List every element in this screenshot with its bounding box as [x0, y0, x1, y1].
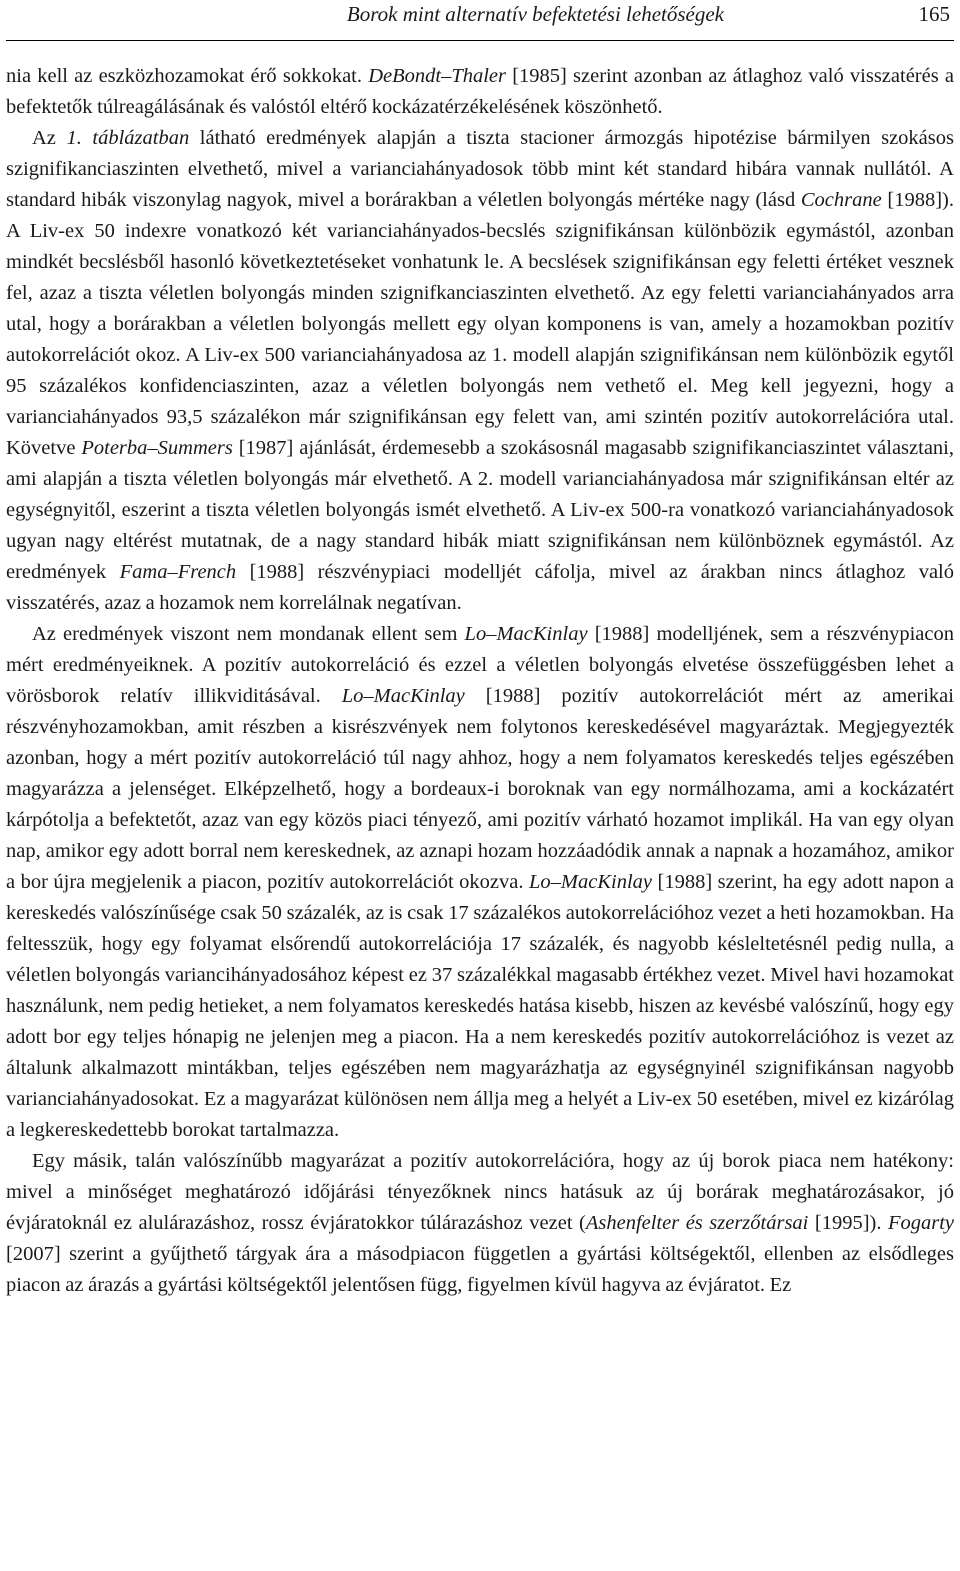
italic-citation: DeBondt–Thaler	[368, 65, 506, 87]
text-run: látható eredmények alapján a tiszta stacioner ármozgás hipotézise bármilyen szokásos szignifikanciaszinten elvethető, mivel a varianciahányadosok több mint két standard hibára vannak nullától. A standard hibák viszonylag nagyok, mivel a borárakban a véletlen bolyongás mértéke nagy (lásd	[6, 127, 954, 211]
text-run: [1985] szerint azonban az átlaghoz való visszatérés a befektetők túlreagálásának és valóstól eltérő kockázatérzékelésének köszönhető.	[6, 65, 954, 118]
paragraph	[6, 619, 954, 1146]
running-title: Borok mint alternatív befektetési lehetőségek	[346, 2, 724, 26]
running-header	[6, 0, 954, 41]
paragraph	[6, 61, 954, 123]
text-run: [1988] szerint, ha egy adott napon a kereskedés valószínűsége csak 50 százalék, az is csak 17 százalékos autokorrelációhoz vezet a heti hozamokban. Ha feltesszük, hogy egy folyamat elsőrendű autokorrelációja 17 százalék, és nagyobb késleltetésnél pedig nulla, a véletlen bolyongás variancihányadosához képest ez 37 százalékkal magasabb értékhez vezet. Mivel havi hozamokat használunk, nem pedig hetieket, a nem folyamatos kereskedés hatása kisebb, hiszen az kevésbé valószínű, hogy egy adott bor egy teljes hónapig ne jelenjen meg a piacon. Ha a nem kereskedés pozitív autokorrelációhoz is vezet az általunk alkalmazott mintákban, teljes egészében nem magyarázhatja az egységnyinél szignifikánsan nagyobb varianciahányadosokat. Ez a magyarázat különösen nem állja meg a helyét a Liv-ex 50 esetében, mivel ez kizárólag a legkereskedettebb borokat tartalmazza.	[6, 871, 954, 1141]
text-run: Az eredmények viszont nem mondanak ellent sem	[32, 623, 465, 645]
italic-citation: Fama–French	[119, 561, 237, 583]
text-run: Egy másik, talán valószínűbb magyarázat a pozitív autokorrelációra, hogy az új borok piaca nem hatékony: mivel a minőséget meghatározó időjárási tényezőknek nincs hatásuk az új borárak meghatározásakor, jó évjáratoknál ez alulárazáshoz, rossz évjáratokkor túlárazáshoz vezet (	[6, 1150, 954, 1234]
text-run: Az	[32, 127, 67, 149]
italic-citation: 1. táblázatban	[66, 127, 190, 149]
text-run: [1988] modelljének, sem a részvénypiacon mért eredményeiknek. A pozitív autokorreláció és ezzel a véletlen bolyongás elvetése összefüggésben lehet a vörösborok relatív illikviditásával.	[6, 623, 954, 707]
text-run: [1995]).	[808, 1212, 888, 1234]
text-run: [1988] pozitív autokorrelációt mért az amerikai részvényhozamokban, amit részben a kisrészvények nem folytonos kereskedésével magyaráztak. Megjegyezték azonban, hogy a mért pozitív autokorreláció túl nagy ahhoz, hogy a nem folyamatos kereskedés teljes egészében magyarázza a jelenséget. Elképzelhető, hogy a bordeaux-i boroknak van egy normálhozama, ami a kockázatért kárpótolja a befektetőt, azaz van egy közös piaci tényező, ami pozitív várható hozamot implikál. Ha van egy olyan nap, amikor egy adott borral nem kereskednek, az aznapi hozam hozzáadódik annak a napnak a hozamához, amikor a bor újra megjelenik a piacon, pozitív autokorrelációt okozva.	[6, 685, 954, 893]
text-run: [1987] ajánlását, érdemesebb a szokásosnál magasabb szignifikanciaszintet választani, ami alapján a tiszta véletlen bolyongás már elvethető. A 2. modell varianciahányadosa már szignifikánsan eltér az egységnyitől, eszerint a tiszta véletlen bolyongás ismét elvethető. A Liv-ex 500-ra vonatkozó varianciahányadosok ugyan nagy eltérést mutatnak, de a nagy standard hibák miatt szignifikánsan nem különböznek egymástól. Az eredmények	[6, 437, 954, 583]
text-run: nia kell az eszközhozamokat érő sokkokat.	[6, 65, 369, 87]
text-run: [1988] részvénypiaci modelljét cáfolja, mivel az árakban nincs átlaghoz való visszatérés, azaz a hozamok nem korrelálnak negatívan.	[6, 561, 955, 614]
text-run: [1988]). A Liv-ex 50 indexre vonatkozó két varianciahányados-becslés szignifikánsan különbözik egymástól, azonban mindkét becslésből hasonló következtetéseket vonhatunk le. A becslések szignifikánsan egy feletti értéket vesznek fel, azaz a tiszta véletlen bolyongás minden szignifkanciaszinten elvethető. Az egy feletti varianciahányados arra utal, hogy a borárakban a véletlen bolyongás mellett egy olyan komponens is van, amely a hozamokban pozitív autokorrelációt okoz. A Liv-ex 500 varianciahányadosa az 1. modell alapján szignifikánsan nem különbözik egytől 95 százalékos konfidenciaszinten, azaz a véletlen bolyongás nem vethető el. Meg kell jegyezni, hogy a varianciahányados 93,5 százalékon már szignifikánsan egy felett van, ami szintén pozitív autokorrelációra utal. Követve	[6, 189, 955, 459]
italic-citation: Lo–MacKinlay	[341, 685, 465, 707]
italic-citation: Ashenfelter és szerzőtársai	[585, 1212, 809, 1234]
paragraph	[6, 123, 954, 619]
italic-citation: Cochrane	[800, 189, 882, 211]
italic-citation: Poterba–Summers	[81, 437, 233, 459]
italic-citation: Fogarty	[887, 1212, 954, 1234]
italic-citation: Lo–MacKinlay	[529, 871, 652, 893]
paragraph	[6, 1146, 954, 1328]
italic-citation: Lo–MacKinlay	[464, 623, 588, 645]
text-run: [2007] szerint a gyűjthető tárgyak ára a másodpiacon független a gyártási költségektől, ellenben az elsődleges piacon az árazás a gyártási költségektől jelentősen függ, figyelmen kívül hagyva az évjáratot. Ez	[6, 1243, 954, 1296]
body-text	[6, 61, 954, 1328]
page-number: 165	[918, 2, 950, 26]
